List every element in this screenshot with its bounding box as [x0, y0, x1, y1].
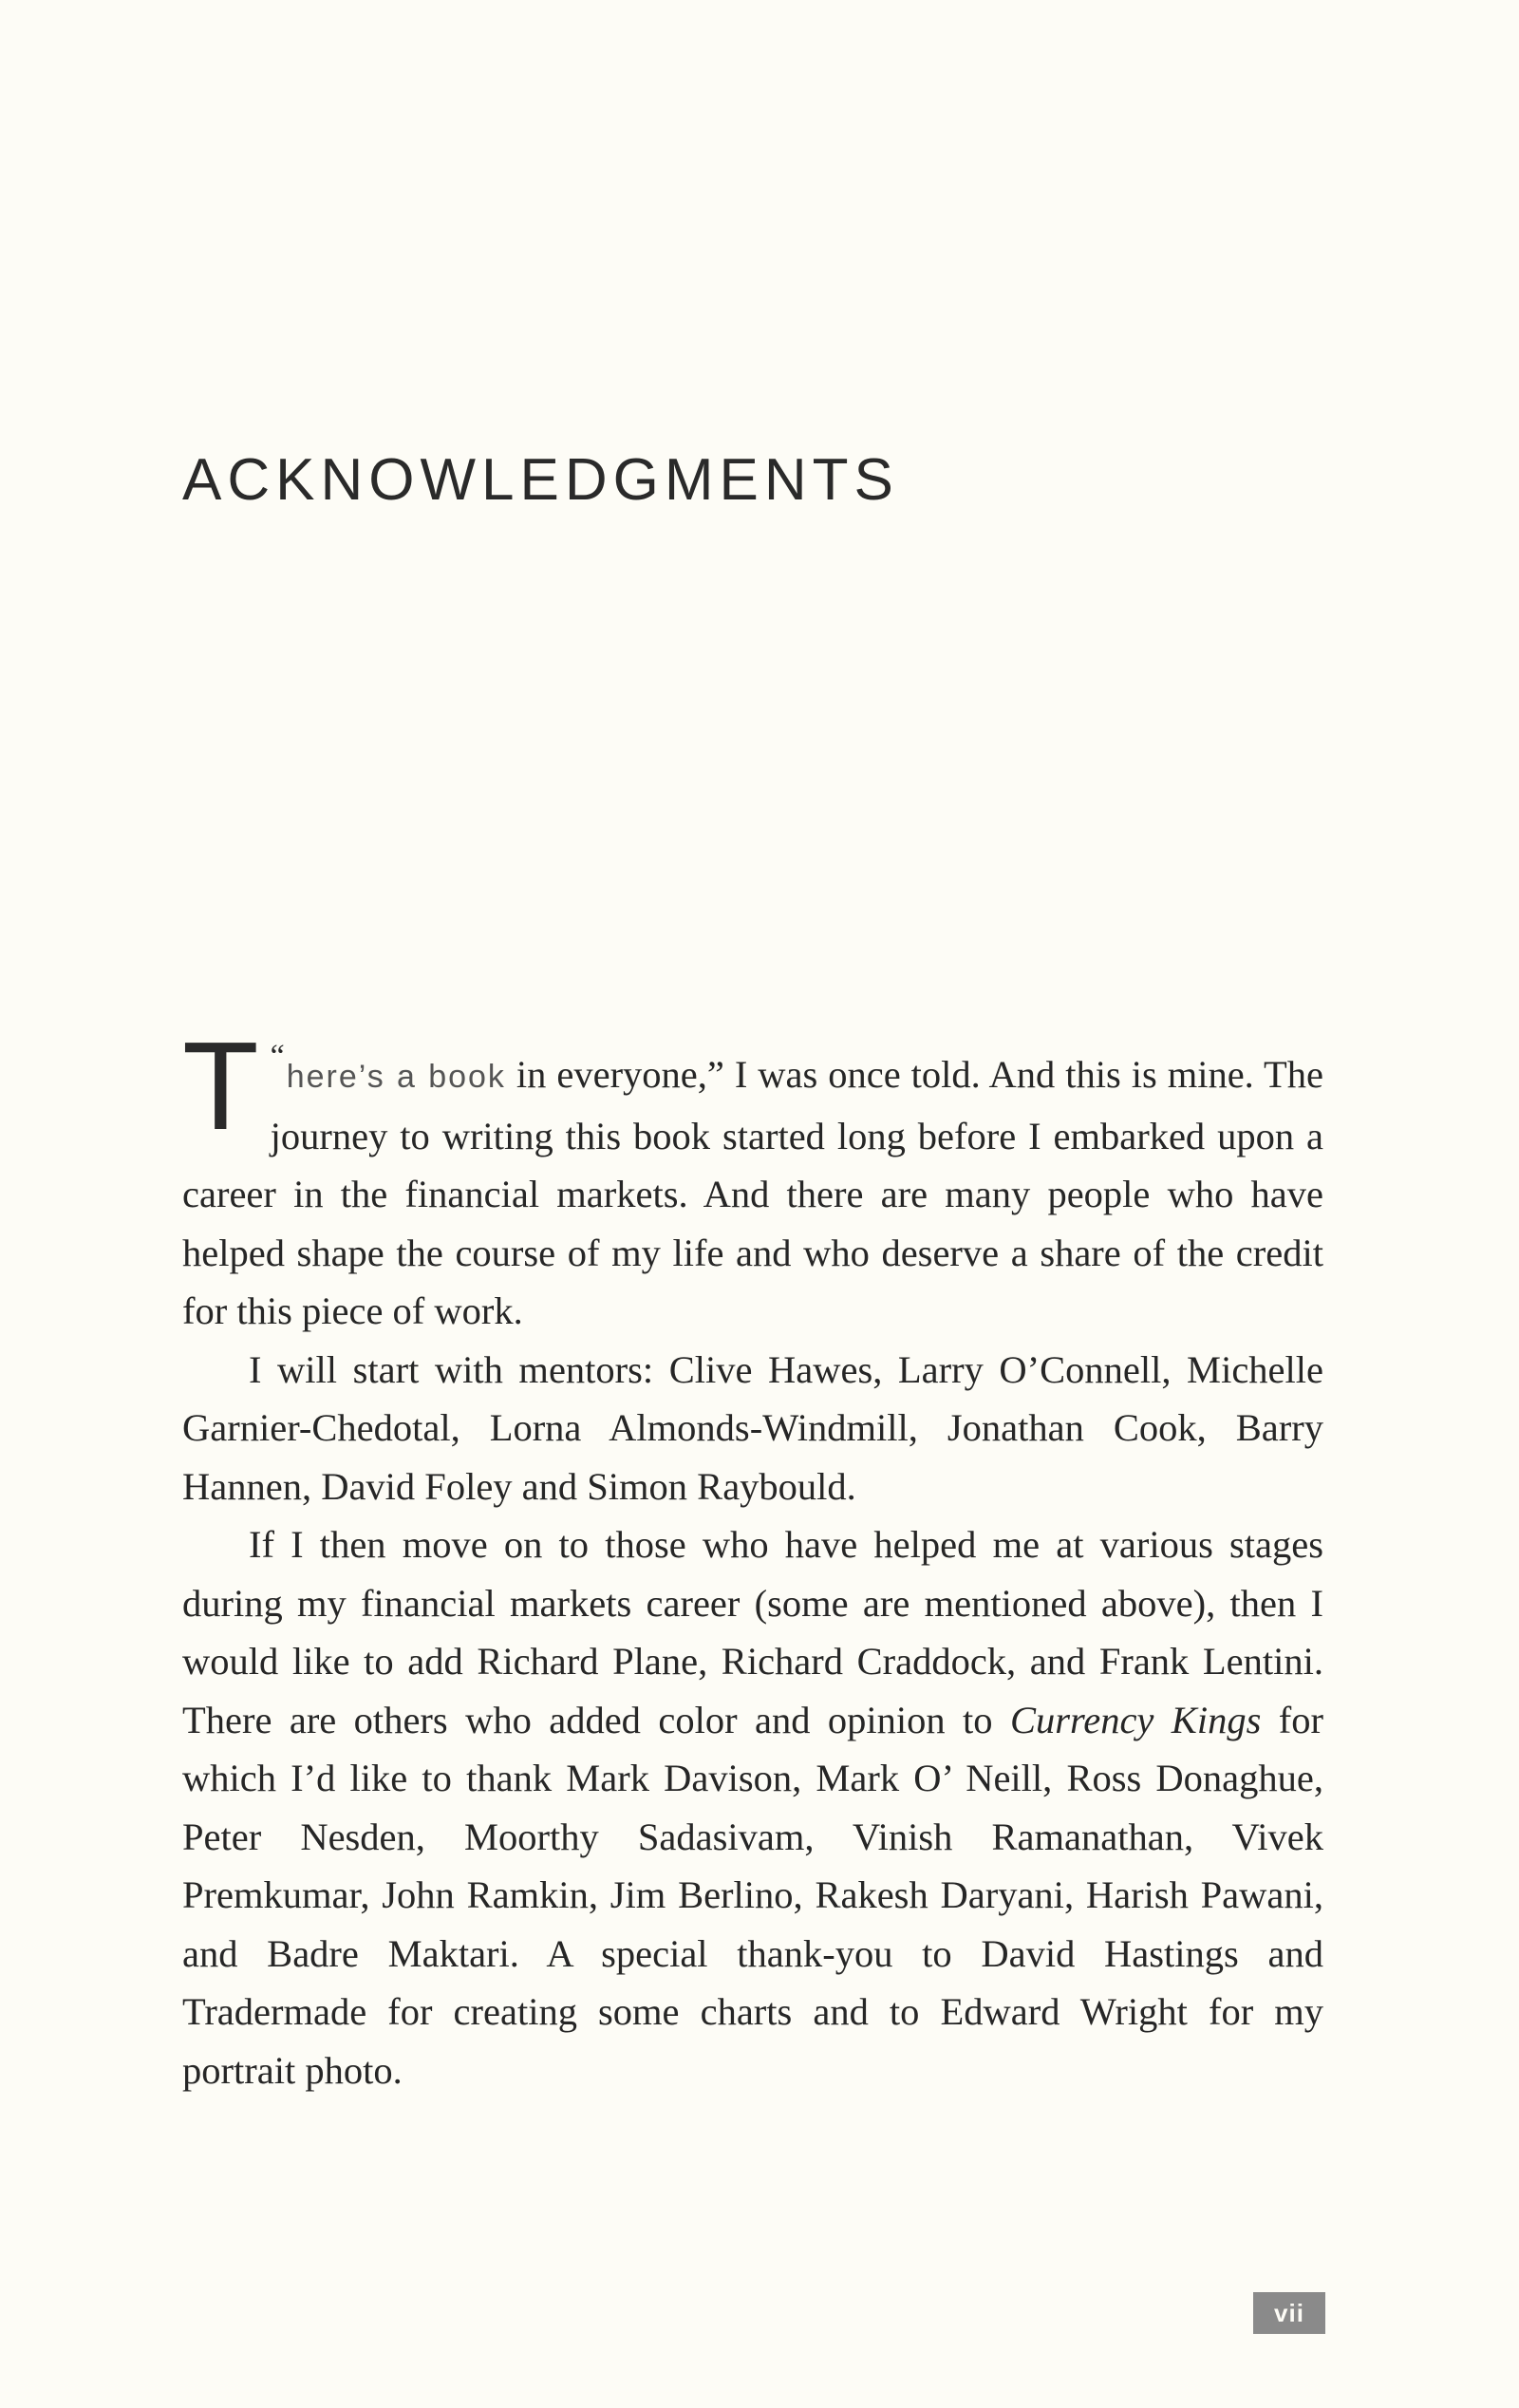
- paragraph-3: [182, 1515, 1323, 2099]
- page-title: ACKNOWLEDGMENTS: [182, 447, 899, 513]
- book-title: Currency Kings: [1009, 1698, 1262, 1741]
- open-quote: “: [270, 1039, 285, 1074]
- paragraph-3-text-a: If I then move on to those who have helped me at various stages during my financial markets career (some are mentioned above), then I would like to add Richard Plane, Richard Craddock, and Frank Lentini. There are others who added color and opinion to: [182, 1523, 1323, 1741]
- lead-in: here’s a book: [286, 1059, 506, 1095]
- body-text: [182, 1016, 1323, 2099]
- paragraph-1: [182, 1016, 1323, 1341]
- paragraph-1-text: in everyone,” I was once told. And this is mine. The journey to writing this book started long before I embarked upon a career in the financial markets. And there are many people who have helped shape the course of my life and who deserve a share of the credit for this piece of work.: [182, 1053, 1323, 1332]
- drop-cap: T: [182, 1016, 259, 1156]
- paragraph-3-text-b: for which I’d like to thank Mark Davison, Mark O’ Neill, Ross Donaghue, Peter Nesden, Moorthy Sadasivam, Vinish Ramanathan, Vivek Premkumar, John Ramkin, Jim Berlino, Rakesh Daryani, Harish Pawani, and Badre Maktari. A special thank-you to David Hastings and Tradermade for creating some charts and to Edward Wright for my portrait photo.: [182, 1698, 1323, 2092]
- paragraph-2: I will start with mentors: Clive Hawes, Larry O’Connell, Michelle Garnier-Chedotal, Lorna Almonds-Windmill, Jonathan Cook, Barry Hannen, David Foley and Simon Raybould.: [182, 1347, 1323, 1508]
- page-number: vii: [1253, 2292, 1325, 2334]
